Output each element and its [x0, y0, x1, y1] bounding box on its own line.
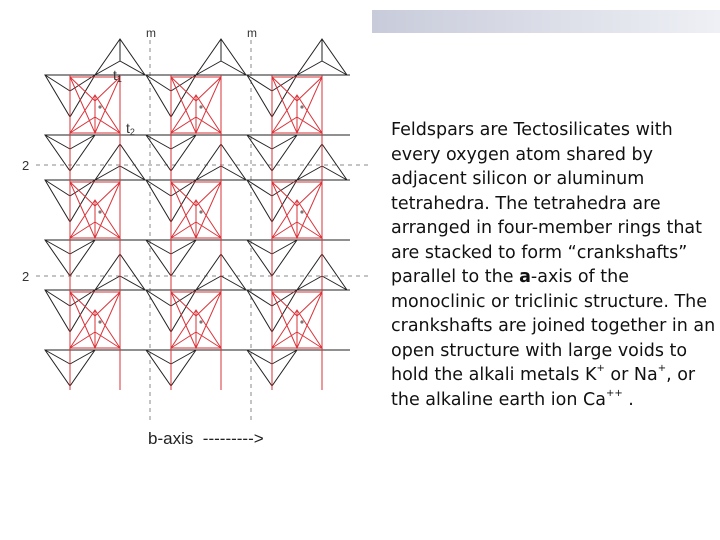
- tetrahedra-red: [70, 75, 322, 390]
- tetra-black-edge-47: [297, 61, 322, 75]
- tetrahedra-black: [45, 39, 350, 386]
- tetra-black-edge-157: [221, 276, 246, 290]
- desc-part-3: or Na: [604, 365, 658, 385]
- tetra-black-edge-131: [45, 290, 70, 306]
- t1-letter: t: [113, 67, 117, 83]
- tetra-black-edge-140: [70, 350, 95, 364]
- tetra-black-edge-9: [45, 135, 70, 149]
- tetra-red-edge-100: [196, 182, 221, 206]
- cation-sites: [98, 105, 303, 323]
- tetra-black-edge-71: [120, 166, 145, 180]
- tetra-black-edge-139: [45, 350, 70, 364]
- tetra-black-edge-92: [221, 166, 246, 180]
- t2-label: [126, 120, 135, 137]
- cation-dot-20: [98, 105, 101, 108]
- k-charge: +: [596, 363, 605, 375]
- tetra-black-edge-136: [120, 276, 145, 290]
- t1-label: [113, 67, 122, 84]
- cation-dot-41: [199, 105, 202, 108]
- tetra-black-edge-156: [196, 276, 221, 290]
- tetra-black-edge-70: [95, 166, 120, 180]
- tetra-black-edge-10: [70, 135, 95, 149]
- a-axis-letter: a: [519, 267, 531, 287]
- tetra-red-edge-186: [297, 292, 322, 316]
- mirror-label-left: m: [146, 26, 156, 40]
- cation-dot-127: [300, 210, 303, 213]
- tetra-red-edge-79: [95, 182, 120, 206]
- tetra-black-edge-1: [45, 75, 70, 91]
- tetra-black-edge-48: [322, 61, 347, 75]
- tetra-black-edge-26: [196, 61, 221, 75]
- tetra-red-edge-35: [196, 77, 221, 101]
- tetra-black-edge-177: [297, 276, 322, 290]
- twofold-label-lower: 2: [22, 269, 30, 284]
- feldspar-structure-diagram: [0, 0, 380, 460]
- cation-dot-192: [300, 320, 303, 323]
- tetra-black-edge-52: [272, 135, 297, 149]
- tetra-black-edge-178: [322, 276, 347, 290]
- twofold-label-upper: 2: [22, 158, 30, 173]
- desc-part-1: Feldspars are Tectosilicates with every oxygen atom shared by adjacent silicon or aluminum tetrahedra. The tetrahedra are arranged in four-member rings that are stacked to form “crankshafts” parallel to the: [391, 120, 703, 287]
- cation-dot-150: [98, 320, 101, 323]
- tetra-black-edge-117: [272, 240, 297, 254]
- mirror-label-right: m: [247, 26, 257, 40]
- tetra-red-edge-144: [95, 292, 120, 316]
- cation-dot-62: [300, 105, 303, 108]
- tetra-black-edge-91: [196, 166, 221, 180]
- tetra-black-edge-6: [120, 61, 145, 75]
- tetra-black-edge-75: [70, 240, 95, 254]
- t2-letter: t: [126, 120, 130, 136]
- tetra-red-edge-165: [196, 292, 221, 316]
- tetra-black-edge-161: [171, 350, 196, 364]
- desc-part-4: , or the alkaline earth ion Ca: [391, 365, 696, 410]
- feldspar-description: [391, 118, 716, 412]
- desc-part-2: -axis of the monoclinic or triclinic structure. The crankshafts are joined together in an open structure with large voids to hold the alkali metals K: [391, 267, 716, 385]
- na-charge: +: [657, 363, 667, 375]
- tetra-red-edge-56: [297, 77, 322, 101]
- cation-dot-171: [199, 320, 202, 323]
- tetra-black-edge-135: [95, 276, 120, 290]
- tetra-black-edge-113: [322, 166, 347, 180]
- tetra-black-edge-112: [297, 166, 322, 180]
- t1-subscript: 1: [116, 74, 122, 84]
- cation-dot-85: [98, 210, 101, 213]
- tetra-black-edge-182: [272, 350, 297, 364]
- desc-part-5: .: [622, 389, 634, 410]
- b-axis-label: b-axis --------->: [148, 429, 264, 448]
- cation-dot-106: [199, 210, 202, 213]
- tetra-red-edge-121: [297, 182, 322, 206]
- tetra-black-edge-66: [45, 180, 70, 196]
- tetra-black-edge-27: [221, 61, 246, 75]
- t2-subscript: 2: [129, 127, 135, 137]
- tetra-black-edge-74: [45, 240, 70, 254]
- header-bar: [372, 10, 720, 33]
- tetra-black-edge-31: [171, 135, 196, 149]
- tetra-black-edge-96: [171, 240, 196, 254]
- ca-charge: ++: [605, 387, 623, 399]
